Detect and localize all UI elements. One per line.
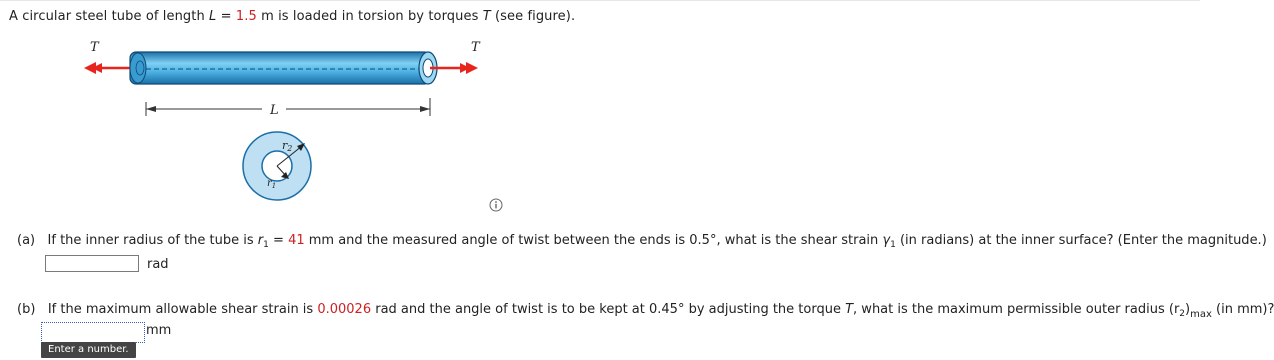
length-dimension [146,98,430,116]
question-b: (b) If the maximum allowable shear strain is 0.00026 rad and the angle of twist is to be kept at 0.45° by adjusting the torque T, what is the maximum permissible outer radius $(r_2)_{max}$ (in mm)? [17,302,1274,320]
problem-intro: A circular steel tube of length L = 1.5 m is loaded in torsion by torques T (see figure). [9,9,576,24]
tube-figure [80,36,500,206]
top-border [0,0,1200,1]
answer-a-input[interactable] [45,255,139,272]
answer-b-unit: mm [146,323,172,338]
torque-right-label: T [471,40,480,55]
left-torque-arrow [84,62,136,74]
answer-b-input[interactable] [41,322,145,343]
tube-body [130,52,430,84]
r1-label: $r_1$ [267,178,277,190]
cross-section [243,132,311,200]
torque-left-label: T [90,40,99,55]
r2-label: r2 [282,139,293,153]
length-label: L [270,103,279,118]
input-hint-tooltip: Enter a number. [41,342,136,358]
answer-a-unit: rad [147,257,169,272]
question-a: (a) If the inner radius of the tube is $r_1 = 41$ mm and the measured angle of twist between the ends is 0.5°, what is the shear strain $\gamma_1$ (in radians) at the inner surface? (Enter the magnitude.) [17,233,1267,250]
info-icon[interactable] [489,198,503,212]
